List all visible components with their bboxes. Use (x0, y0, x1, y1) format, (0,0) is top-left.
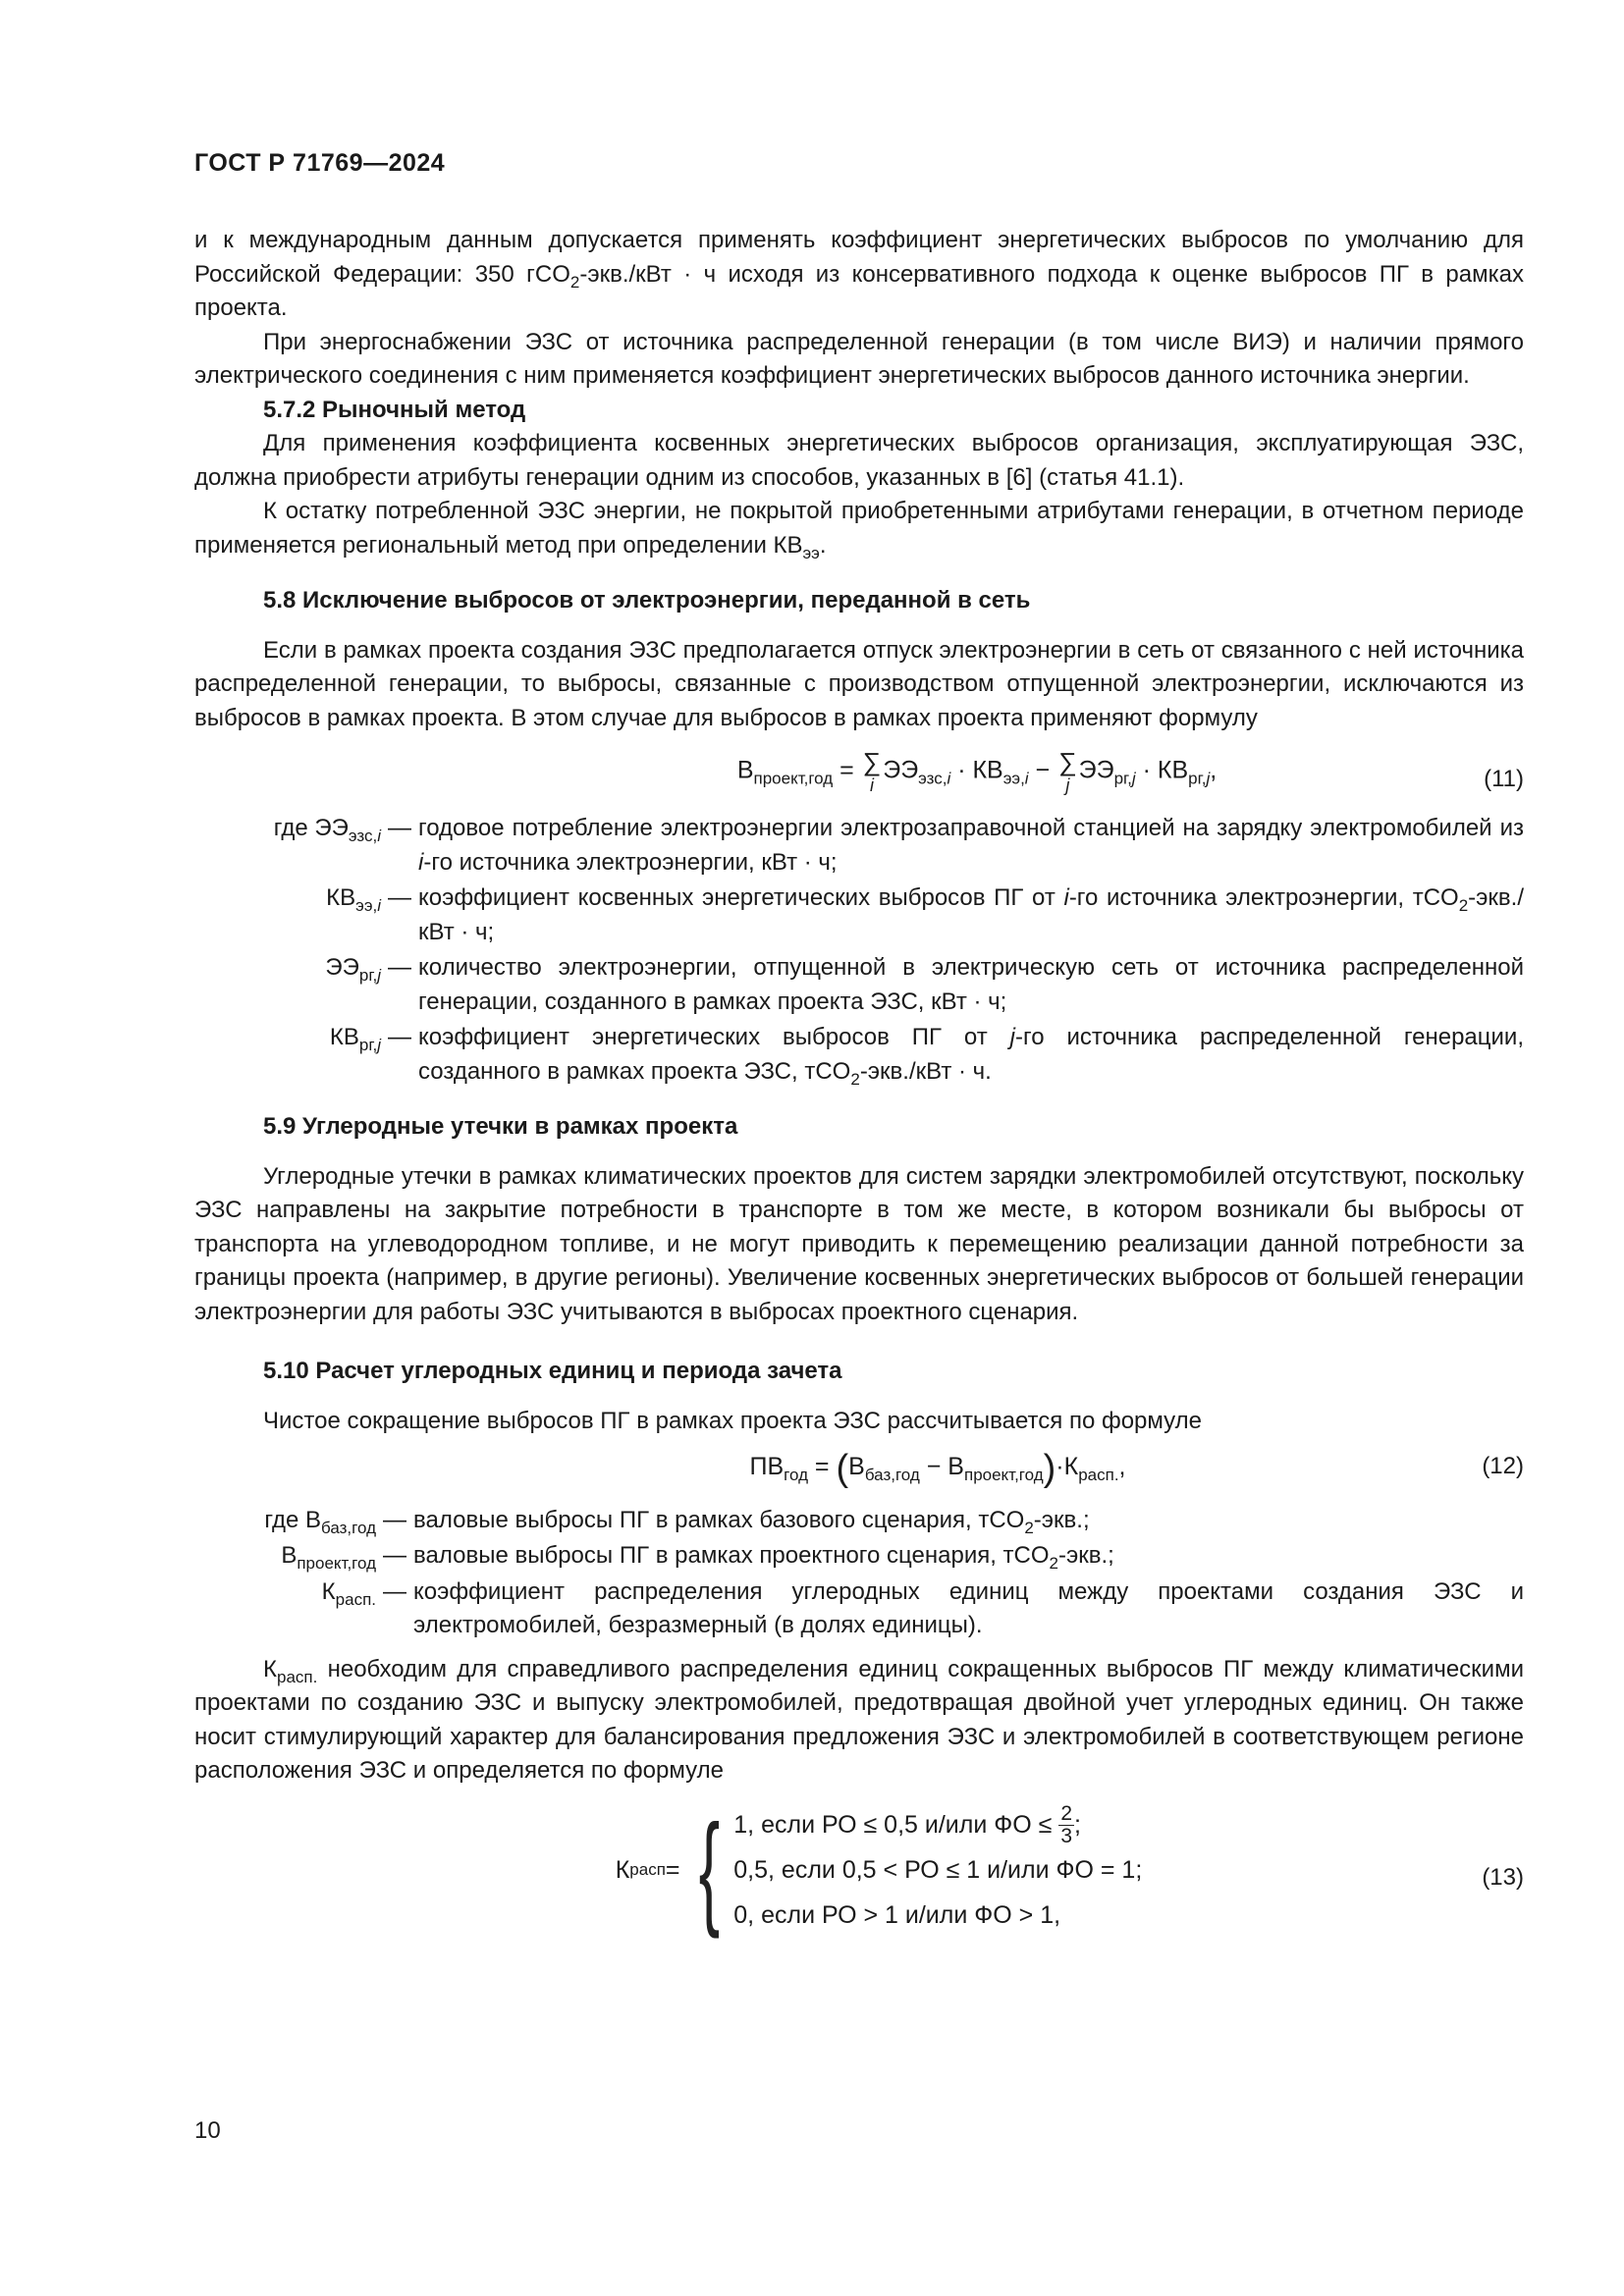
case-row: 1, если РО ≤ 0,5 и/или ФО ≤ $\frac{2}{3}$ ; (733, 1802, 1081, 1848)
document-page (194, 0, 1524, 2296)
paragraph: Чистое сокращение выбросов ПГ в рамках проекта ЭЗС рассчитывается по формуле (263, 1407, 1202, 1434)
legend-item: $К_{расп.}$ — коэффициент распределения углеродных единиц между проектами создания ЭЗС и электромобилей, безразмерный (в долях единицы). (321, 1577, 1524, 1638)
paragraph: $К_{расп.}$ необходим для справедливого распределения единиц сокращенных выбросов ПГ между климатическими проектами по созданию ЭЗС и выпуску электромобилей, предотвращая двойной учет углеродных единиц. Он также носит стимулирующий характер для балансирования предложения ЭЗС и электромобилей в соответствующем регионе расположения ЭЗС и определяется по формуле (194, 1655, 1524, 1784)
section-heading-5-9: 5.9 Углеродные утечки в рамках проекта (263, 1113, 738, 1140)
case-row: 0, если РО > 1 и/или ФО > 1, (733, 1901, 1061, 1930)
paragraph: и к международным данным допускается применять коэффициент энергетических выбросов по умолчанию для Российской Федерации: 350 гСO$_2$-экв./кВт · ч исходя из консервативного подхода к оценке выбросов ПГ в рамках проекта. (194, 227, 1524, 321)
brace-glyph: { (698, 1798, 720, 1940)
legend-item: $В_{проект,год}$ — валовые выбросы ПГ в рамках проектного сценария, тСO$_2$-экв.; (281, 1542, 1114, 1573)
document-header: ГОСТ Р 71769—2024 (194, 149, 446, 177)
formula-12: $ПВ_{год} = (В_{баз,год} - В_{проект,год})\cdot К_{расп.}$, (12) (749, 1448, 1524, 1489)
formula-13: К расп = { 1, если РО ≤ 0,5 и/или ФО ≤ $\frac{2}{3}$ ; 0,5, если 0,5 < РО ≤ 1 и/или ФО = 1; 0, если РО > 1 и/или ФО > 1, (13) (615, 1798, 1524, 1940)
formula-number: (13) (1482, 1863, 1524, 1891)
page-number: 10 (194, 2117, 221, 2144)
paragraph: Углеродные утечки в рамках климатических проектов для систем зарядки электромобилей отсутствуют, поскольку ЭЗС направлены на закрытие потребности в транспорте в том же месте, в котором возникали бы выбросы от транспорта на углеводородном топливе, и не могут приводить к перемещению реализации данной потребности за границы проекта (например, в другие регионы). Увеличение косвенных энергетических выбросов от большей генерации электроэнергии для работы ЭЗС учитываются в выбросах проектного сценария. (194, 1162, 1524, 1325)
section-heading-5-7-2: 5.7.2 Рыночный метод (263, 396, 526, 423)
legend-item: $ЭЭ_{рг,j}$ — количество электроэнергии, отпущенной в электрическую сеть от источника распределенной генерации, созданного в рамках проекта ЭЗС, кВт · ч; (325, 954, 1524, 1015)
paragraph: К остатку потребленной ЭЗС энергии, не покрытой приобретенными атрибутами генерации, в отчетном периоде применяется региональный метод при определении $КВ_{ээ}$. (194, 498, 1524, 562)
section-heading-5-10: 5.10 Расчет углеродных единиц и периода зачета (263, 1358, 842, 1384)
paragraph: Если в рамках проекта создания ЭЗС предполагается отпуск электроэнергии в сеть от связанного с ней источника распределенной генерации, то выбросы, связанные с производством отпущенной электроэнергии, исключаются из выбросов в рамках проекта. В этом случае для выбросов в рамках проекта применяют формулу (194, 636, 1524, 731)
formula-11: $В_{проект,год}$ = ∑ i $ЭЭ_{эзс,i} \cdot КВ_{ээ,i}$ − ∑ j $ЭЭ_{рг,j} \cdot КВ_{рг,j}$, (11) (736, 747, 1524, 795)
formula-11-legend (194, 812, 1524, 1089)
formula-number: (12) (1482, 1453, 1524, 1479)
paragraph: Для применения коэффициента косвенных энергетических выбросов организация, эксплуатирующая ЭЗС, должна приобрести атрибуты генерации одним из способов, указанных в [6] (статья 41.1). (194, 430, 1524, 491)
formula-number: (11) (1484, 766, 1524, 792)
legend-item: $КВ_{рг,j}$ — коэффициент энергетических выбросов ПГ от j-го источника распределенной генерации, созданного в рамках проекта ЭЗС, тСO$_2$-экв./кВт · ч. (329, 1024, 1524, 1089)
section-heading-5-8: 5.8 Исключение выбросов от электроэнергии, переданной в сеть (263, 587, 1031, 614)
legend-item: где $ЭЭ_{эзс,i}$ — годовое потребление электроэнергии электрозаправочной станцией на зарядку электромобилей из i-го источника электроэнергии, кВт · ч; (273, 815, 1524, 876)
case-row: 0,5, если 0,5 < РО ≤ 1 и/или ФО = 1; (733, 1856, 1143, 1885)
document-body (194, 224, 1524, 1938)
legend-item: где $В_{баз,год}$ — валовые выбросы ПГ в рамках базового сценария, тСO$_2$-экв.; (264, 1506, 1090, 1537)
formula-12-legend (194, 1504, 1524, 1643)
legend-item: $КВ_{ээ,i}$ — коэффициент косвенных энергетических выбросов ПГ от i-го источника электроэнергии, тСO$_2$-экв./кВт · ч; (326, 884, 1524, 945)
paragraph: При энергоснабжении ЭЗС от источника распределенной генерации (в том числе ВИЭ) и наличии прямого электрического соединения с ним применяется коэффициент энергетических выбросов данного источника энергии. (194, 328, 1524, 389)
case-list (733, 1802, 1142, 1939)
